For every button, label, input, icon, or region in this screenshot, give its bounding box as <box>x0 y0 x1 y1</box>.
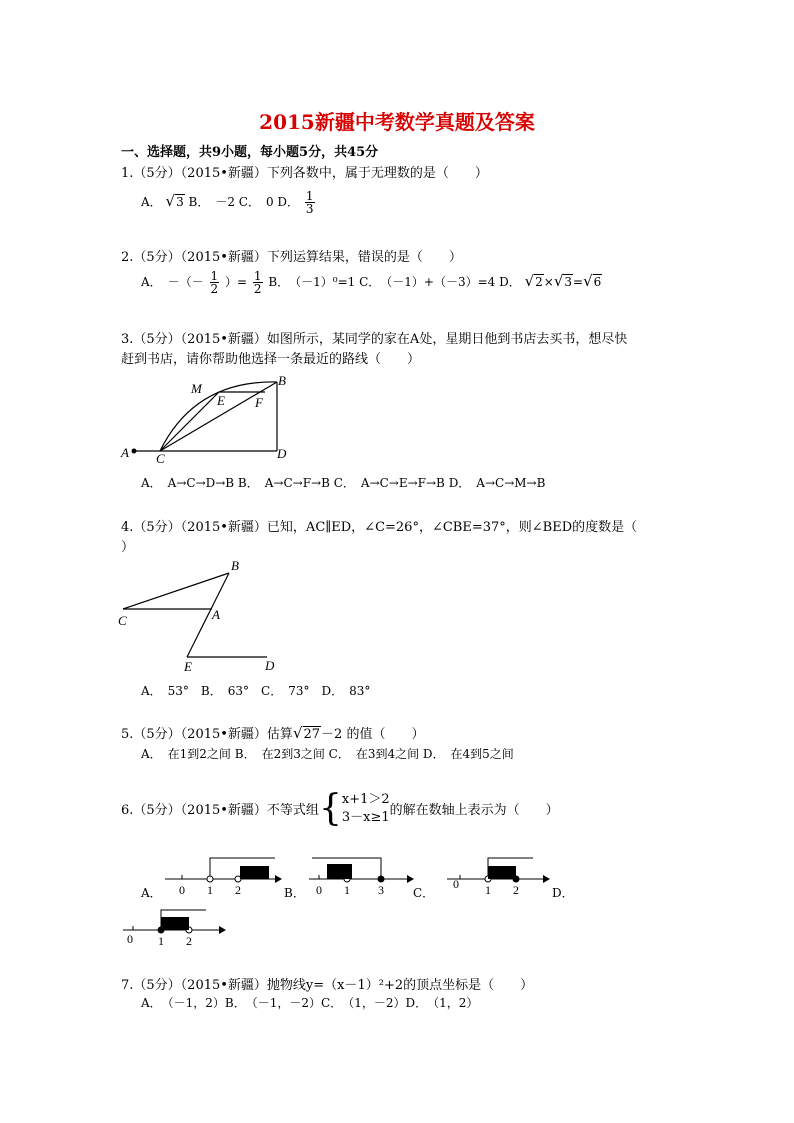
tick-label: 3 <box>378 883 384 897</box>
shaded-region <box>488 866 516 879</box>
q6-inequality-1: x+1＞2 <box>341 791 390 807</box>
q1-options-rest: B． －2 C． 0 D． <box>188 195 300 209</box>
q6-option-b-label: B． <box>284 886 305 900</box>
open-circle-1 <box>207 876 213 882</box>
question-3-options: A． A→C→D→B B． A→C→F→B C． A→C→E→F→B D． A→C→M→B <box>141 476 546 490</box>
filled-circle-3 <box>378 876 384 882</box>
label-B: B <box>278 373 286 388</box>
question-3-stem-line-2: 赶到书店，请你帮助他选择一条最近的路线（ ） <box>121 352 421 367</box>
q1-option-a-label: A． <box>141 195 162 209</box>
sqrt-symbol: √ <box>524 272 535 290</box>
q2-d-equals: = <box>573 275 584 289</box>
fraction-denominator: 3 <box>305 202 314 216</box>
question-2-stem: 2.（5分）（2015•新疆）下列运算结果，错误的是（ ） <box>121 250 462 265</box>
q2-options-rest: B． （－1）⁰=1 C． （－1）+（－3）=4 D． <box>268 275 521 289</box>
tick-label: 1 <box>344 883 350 897</box>
tick-label: 0 <box>179 883 185 897</box>
q5-stem-prefix: 5.（5分）（2015•新疆）估算 <box>121 727 293 742</box>
label-D: D <box>265 658 275 673</box>
q2-option-a-fraction <box>210 270 220 295</box>
shaded-region <box>161 917 189 930</box>
label-F: F <box>255 395 263 410</box>
q2-d-root-2: 3 <box>564 275 573 289</box>
question-4-options: A． 53° B． 63° C． 73° D． 83° <box>141 684 371 698</box>
tick-label: 0 <box>316 883 322 897</box>
fraction-numerator: 1 <box>253 269 262 283</box>
label-B: B <box>231 558 239 573</box>
sqrt-symbol: √ <box>292 724 303 742</box>
q5-root: 27 <box>303 727 321 742</box>
shaded-region <box>240 866 269 879</box>
question-4-stem-line-1: 4.（5分）（2015•新疆）已知，AC∥ED，∠C=26°，∠CBE=37°，则∠BED的度数是（ <box>121 520 638 535</box>
sqrt-symbol: √ <box>583 272 593 290</box>
tick-label: 0 <box>127 932 133 946</box>
q6-stem-prefix: 6.（5分）（2015•新疆）不等式组 <box>121 803 319 818</box>
question-1-options <box>141 190 317 215</box>
q2-option-a-prefix: A． －（－ <box>141 275 204 289</box>
number-line-option-d <box>121 906 231 954</box>
tick-label: 2 <box>235 883 241 897</box>
brace-symbol: { <box>318 788 342 829</box>
question-3-stem-line-1: 3.（5分）（2015•新疆）如图所示，某同学的家在A处，星期日他到书店去买书，想尽快 <box>121 332 628 347</box>
axis-arrow-icon <box>275 875 282 883</box>
question-5-stem <box>121 723 424 742</box>
q1-option-d-fraction <box>305 190 315 215</box>
fraction-numerator: 1 <box>210 269 219 283</box>
axis-arrow-icon <box>219 926 226 934</box>
q6-option-c-label: C． <box>413 886 435 900</box>
section-heading: 一、选择题，共9小题，每小题5分，共45分 <box>121 145 379 160</box>
q2-d-root-1: 2 <box>535 275 543 289</box>
number-line-option-b <box>307 852 417 900</box>
label-E: E <box>184 659 192 674</box>
q6-option-d-label: D． <box>552 886 574 900</box>
question-3-route-figure <box>115 370 305 465</box>
q6-inequality-2: 3－x≥1 <box>341 809 390 825</box>
label-C: C <box>118 613 127 628</box>
question-1-stem: 1.（5分）（2015•新疆）下列各数中，属于无理数的是（ ） <box>121 166 488 181</box>
label-M: M <box>191 381 202 396</box>
axis-arrow-icon <box>407 875 414 883</box>
question-5-options: A． 在1到2之间 B． 在2到3之间 C． 在3到4之间 D． 在4到5之间 <box>141 747 514 761</box>
number-line-option-a <box>163 852 283 900</box>
point-A-dot <box>132 449 137 454</box>
tick-label: 1 <box>485 883 491 897</box>
axis-arrow-icon <box>543 875 550 883</box>
page-title: 2015新疆中考数学真题及答案 <box>259 110 535 134</box>
q5-stem-suffix: －2 的值（ ） <box>321 727 425 742</box>
sqrt-symbol: √ <box>165 192 176 210</box>
tick-label: 1 <box>207 883 213 897</box>
sqrt-symbol: √ <box>553 272 564 290</box>
fraction-denominator: 2 <box>210 282 219 296</box>
label-A: A <box>212 607 220 622</box>
number-line-option-c <box>445 852 555 900</box>
q6-stem-suffix: 的解在数轴上表示为（ ） <box>389 803 559 818</box>
q2-d-times: × <box>543 275 554 289</box>
question-6-stem <box>121 788 559 829</box>
label-E: E <box>217 393 225 408</box>
question-7-options: A． （－1，2）B． （－1，－2）C． （1，－2）D． （1，2） <box>141 996 479 1010</box>
tick-label: 2 <box>186 934 192 948</box>
q1-option-a-root: 3 <box>176 195 184 209</box>
shaded-region <box>327 864 352 879</box>
fraction-numerator: 1 <box>305 189 314 203</box>
fraction-denominator: 2 <box>253 282 262 296</box>
tick-label: 2 <box>513 883 519 897</box>
question-4-parallel-lines-figure <box>112 555 282 675</box>
q2-option-a-fraction-2 <box>253 270 263 295</box>
q2-d-root-3: 6 <box>593 275 602 289</box>
question-2-options <box>141 270 602 295</box>
question-4-stem-line-2: ） <box>121 540 135 555</box>
tick-label: 0 <box>453 877 459 891</box>
label-C: C <box>156 451 165 465</box>
label-D: D <box>277 446 287 461</box>
tick-label: 1 <box>158 934 164 948</box>
question-7-stem: 7.（5分）（2015•新疆）抛物线y=（x－1）²+2的顶点坐标是（ ） <box>121 978 534 993</box>
q2-option-a-equals: ）= <box>224 275 248 289</box>
q6-option-a-label: A． <box>141 886 162 900</box>
q6-inequality-system <box>342 791 390 827</box>
label-A: A <box>121 445 129 460</box>
